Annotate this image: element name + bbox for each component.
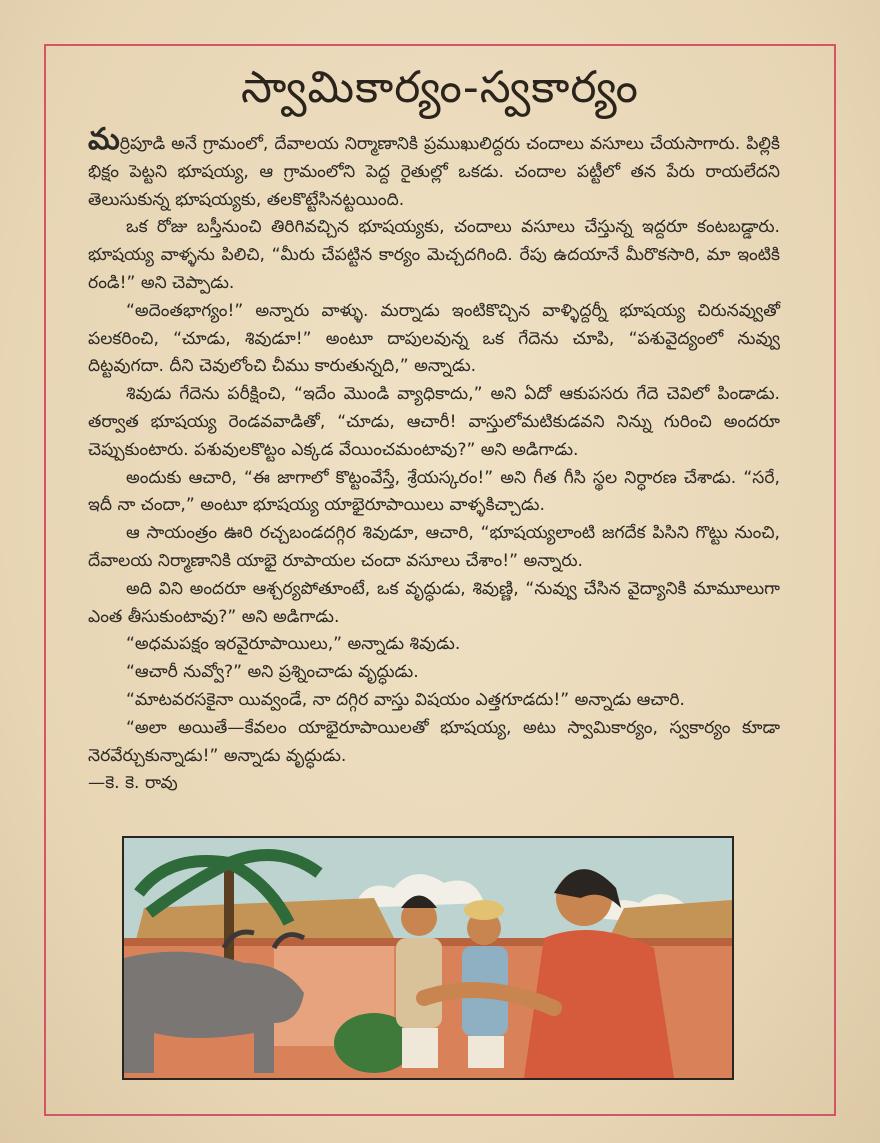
story-paragraph-11: “అలా అయితే—కేవలం యాభైరూపాయిలతో భూషయ్య, అటు స్వామికార్యం, స్వకార్యం కూడా నెరవేర్చుకున్నాడు!” అన్నాడు వృద్ధుడు. xyxy=(88,717,780,766)
story-paragraph-8: “అధమపక్షం ఇరవైరూపాయిలు,” అన్నాడు శివుడు. xyxy=(126,634,461,655)
story-paragraph-7: అది విని అందరూ ఆశ్చర్యపోతూంటే, ఒక వృద్ధుడు, శివుణ్ణి, “నువ్వు చేసిన వైద్యానికి మామూలుగా ఎంత తీసుకుంటావు?” అని అడిగాడు. xyxy=(88,578,780,627)
story-body xyxy=(88,122,780,798)
story-paragraph-6: ఆ సాయంత్రం ఊరి రచ్చబండదగ్గిర శివుడూ, ఆచారి, “భూషయ్యలాంటి జగదేక పిసిని గొట్టు నుంచి, దేవాలయ నిర్మాణానికి యాభై రూపాయల చందా వసూలు చేశాం!” అన్నారు. xyxy=(88,523,780,571)
turban xyxy=(464,900,504,920)
story-paragraph-9: “ఆచారీ నువ్వో?” అని ప్రశ్నించాడు వృద్ధుడు. xyxy=(126,662,419,683)
story-title: స్వామికార్యం-స్వకార్యం xyxy=(241,62,639,113)
story-illustration xyxy=(122,836,734,1080)
story-paragraph-2: ఒక రోజు బస్తీనుంచి తిరిగివచ్చిన భూషయ్యకు, చందాలు వసూలు చేస్తున్న ఇద్దరూ కంటబడ్డారు. భూషయ్య వాళ్ళను పిలిచి, “మీరు చేపట్టిన కార్యం మెచ్చదగింది. రేపు ఉదయానే మీరొకసారి, మా ఇంటికి రండి!” అని చెప్పాడు. xyxy=(88,217,780,293)
man-1-body xyxy=(396,938,442,1028)
story-author: —కె. కె. రావు xyxy=(88,773,178,794)
illustration-scene xyxy=(124,838,732,1078)
drop-cap: మ xyxy=(88,122,120,157)
story-paragraph-4: శివుడు గేదెను పరీక్షించి, “ఇదేం మొండి వ్యాధికాదు,” అని ఏదో ఆకుపసరు గేదె చెవిలో పిండాడు. తర్వాత భూషయ్య రెండవవాడితో, “చూడు, ఆచారీ! వాస్తులోమటికుడవని నిన్ను గురించి అందరూ చెప్పుకుంటారు. పశువులకొట్టం ఎక్కడ వేయించమంటావు?” అని అడిగాడు. xyxy=(88,384,780,460)
story-paragraph-1: మర్రిపూడి అనే గ్రామంలో, దేవాలయ నిర్మాణానికి ప్రముఖులిద్దరు చందాలు వసూలు చేయసాగారు. పిల్లికి భిక్షం పెట్టని భూషయ్య, ఆ గ్రామంలోని పెద్ద రైతుల్లో ఒకడు. చందాల పట్టీలో తన పేరు రాయలేదని తెలుసుకున్న భూషయ్యకు, తలకొట్టేసినట్టయింది. xyxy=(88,122,780,210)
story-paragraph-5: అందుకు ఆచారి, “ఈ జాగాలో కొట్టంవేస్తే, శ్రేయస్కరం!” అని గీత గీసి స్థల నిర్ధారణ చేశాడు. “సరే, ఇదీ నా చందా,” అంటూ భూషయ్య యాభైరూపాయిలు వాళ్ళకిచ్చాడు. xyxy=(88,467,780,516)
story-paragraph-3: “అదెంతభాగ్యం!” అన్నారు వాళ్ళు. మర్నాడు ఇంటికొచ్చిన వాళ్ళిద్దర్నీ భూషయ్య చిరునవ్వుతో పలకరించి, “చూడు, శివుడూ!” అంటూ దాపులవున్న ఒక గేదెను చూపి, “పశువైద్యంలో నువ్వు దిట్టవుగదా. దీని చెవులోంచి చీము కారుతున్నది,” అన్నాడు. xyxy=(88,300,780,377)
story-paragraph-10: “మాటవరసకైనా యివ్వండే, నా దగ్గిర వాస్తు విషయం ఎత్తగూడదు!” అన్నాడు ఆచారి. xyxy=(126,689,685,710)
